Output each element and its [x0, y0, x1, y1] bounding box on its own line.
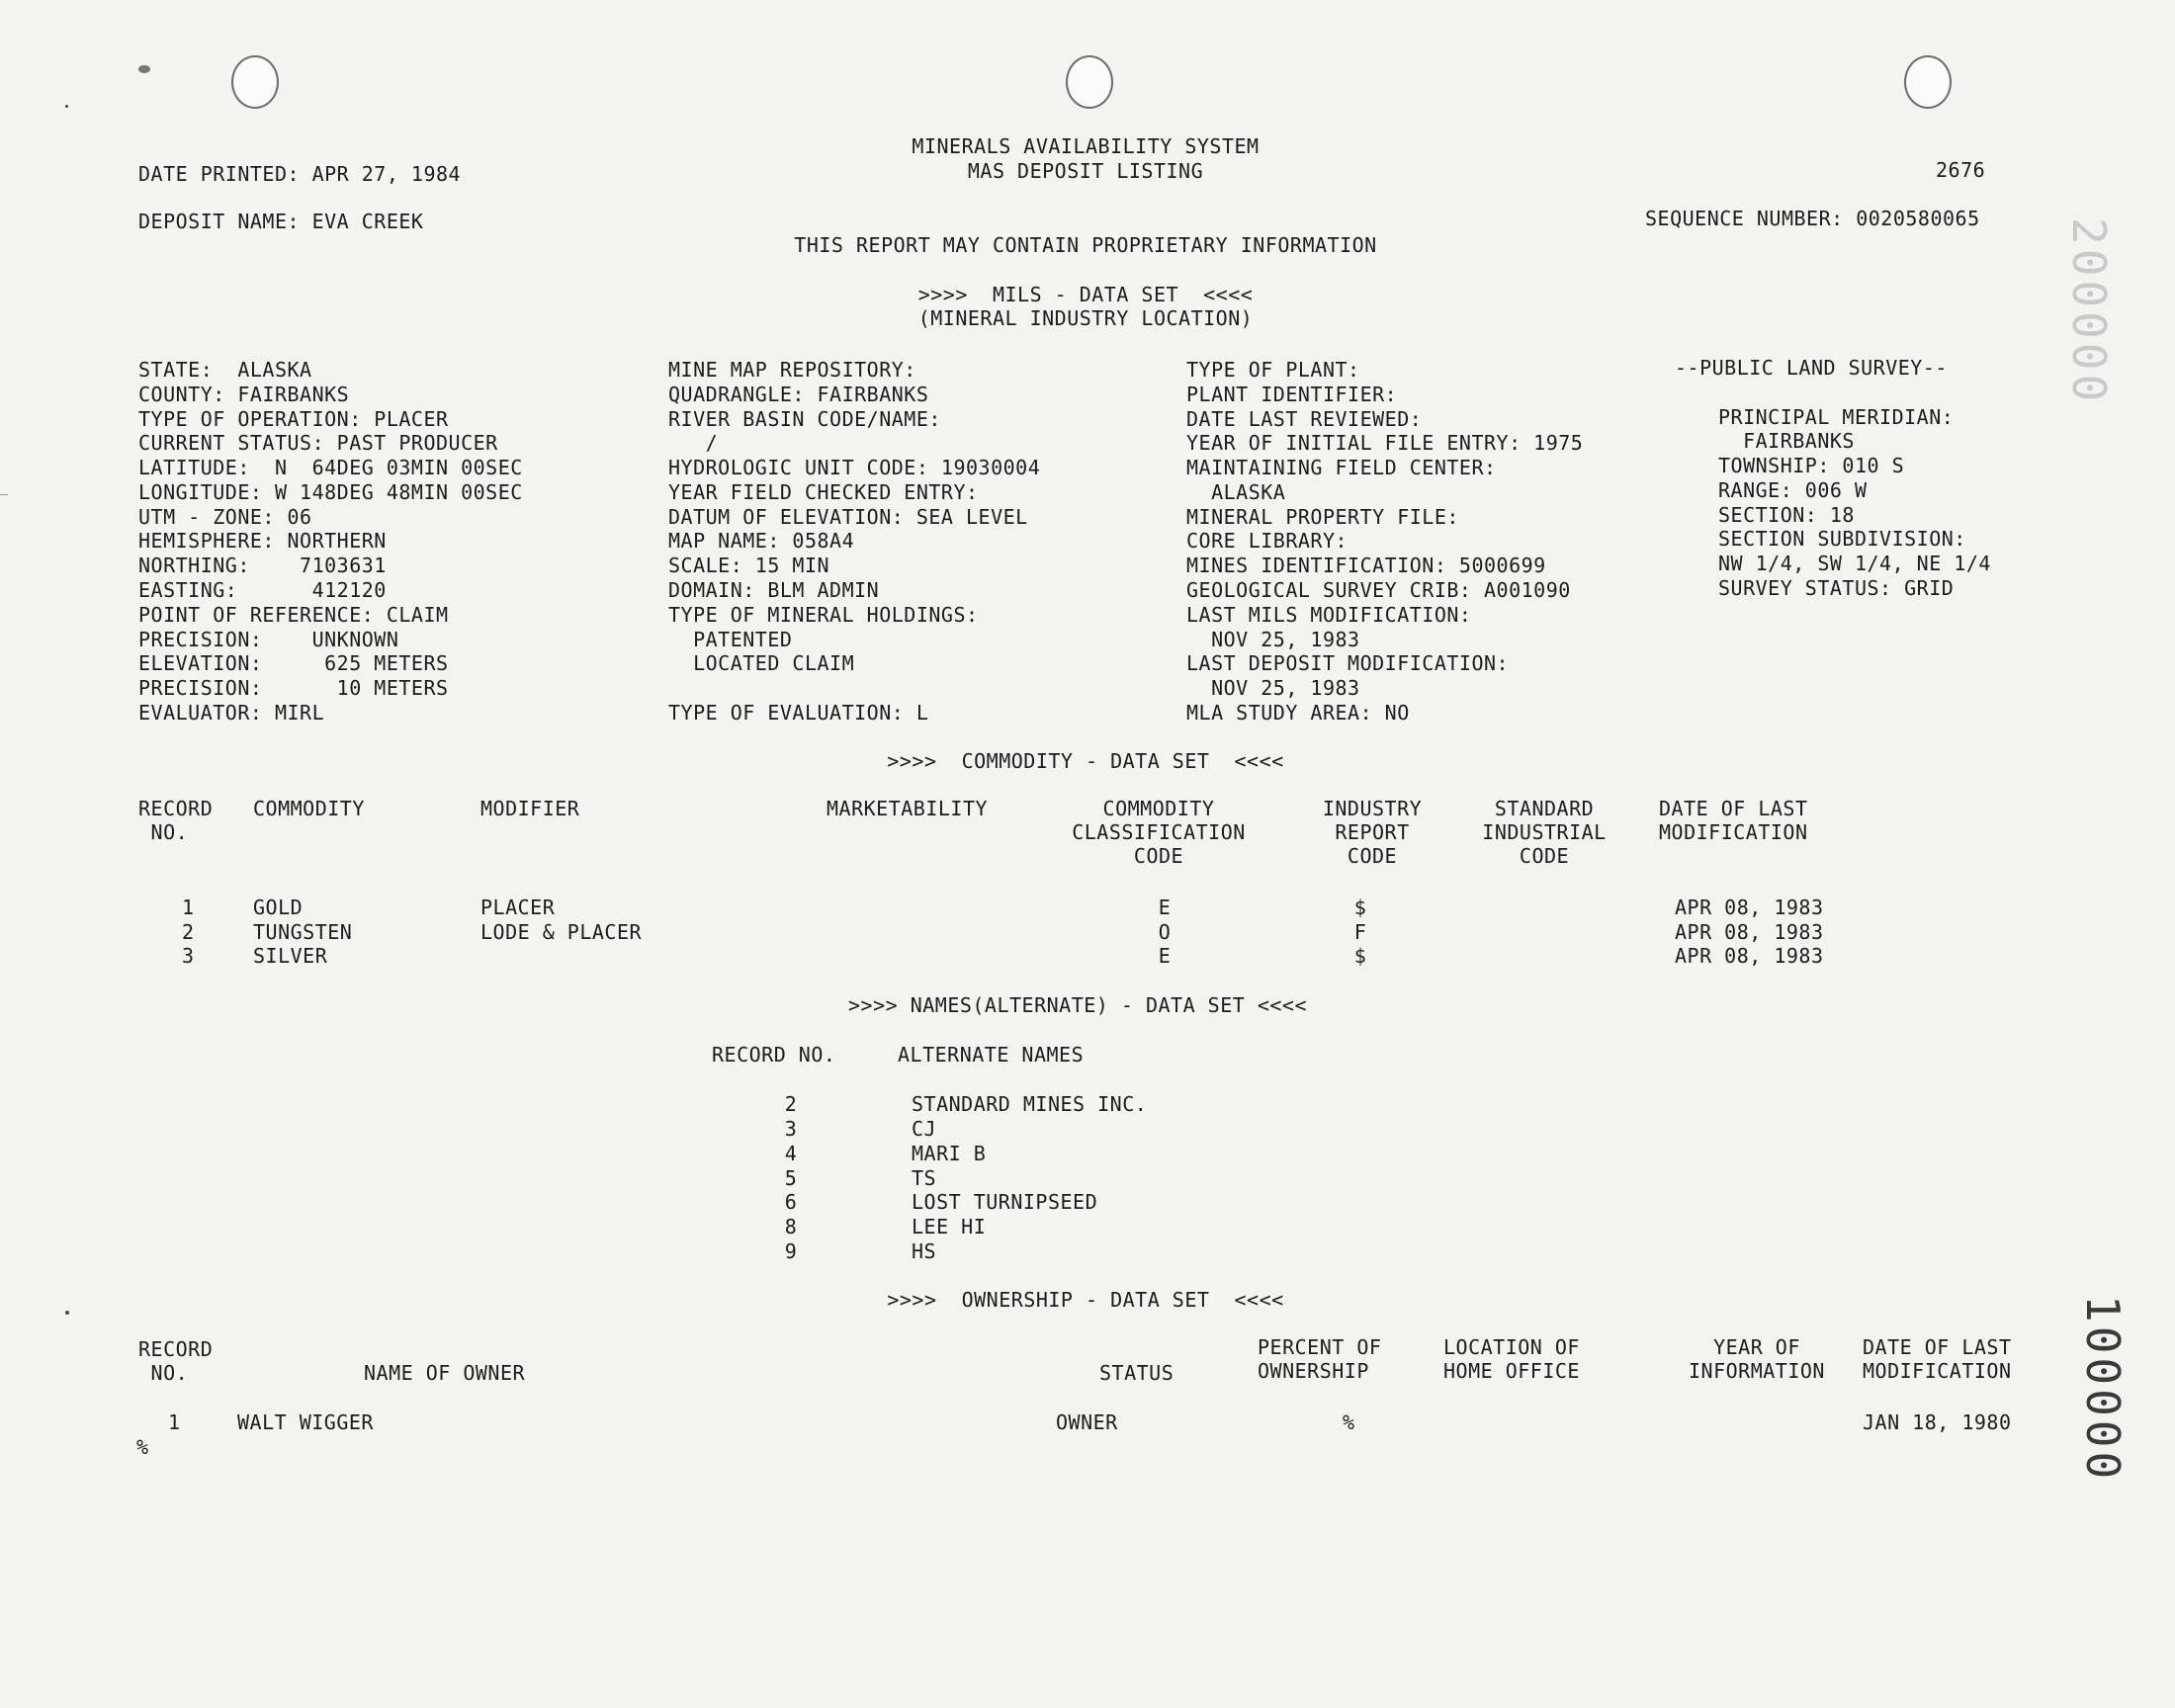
- edge-mark: [0, 494, 8, 495]
- mils-field: POINT OF REFERENCE: CLAIM: [138, 603, 449, 627]
- mils-field: YEAR FIELD CHECKED ENTRY:: [668, 480, 979, 504]
- mils-field: SCALE: 15 MIN: [668, 554, 830, 577]
- commodity-class-code: E: [1158, 896, 1172, 919]
- mils-field: PLANT IDENTIFIER:: [1186, 383, 1398, 406]
- date-printed: DATE PRINTED: APR 27, 1984: [138, 162, 462, 186]
- mils-field: ALASKA: [1186, 480, 1286, 504]
- page-number: 2676: [1936, 158, 1986, 182]
- margin-stamp-top: 200000: [2062, 217, 2116, 406]
- name-record-no: 5: [784, 1166, 798, 1190]
- commodity-record-no: 1: [182, 896, 195, 919]
- survey-field: FAIRBANKS: [1718, 429, 1855, 453]
- mils-subheading: (MINERAL INDUSTRY LOCATION): [917, 306, 1254, 330]
- listing-title: MAS DEPOSIT LISTING: [967, 159, 1204, 183]
- name-record-no: 2: [784, 1092, 798, 1116]
- ownership-footnote: %: [136, 1435, 149, 1459]
- mils-field: TYPE OF EVALUATION: L: [668, 701, 929, 725]
- commodity-report-code: $: [1353, 896, 1367, 919]
- alternate-name: LEE HI: [912, 1215, 987, 1238]
- alternate-name: CJ: [912, 1117, 937, 1141]
- names-header-names: ALTERNATE NAMES: [898, 1043, 1085, 1067]
- mils-field: HEMISPHERE: NORTHERN: [138, 529, 387, 553]
- mils-field: CURRENT STATUS: PAST PRODUCER: [138, 431, 498, 455]
- alternate-name: TS: [912, 1166, 937, 1190]
- mils-field: QUADRANGLE: FAIRBANKS: [668, 383, 929, 406]
- commodity-record-no: 2: [182, 920, 195, 944]
- mils-field: TYPE OF OPERATION: PLACER: [138, 407, 449, 431]
- survey-field: PRINCIPAL MERIDIAN:: [1718, 405, 1955, 429]
- survey-field: SURVEY STATUS: GRID: [1718, 576, 1955, 600]
- survey-field: SECTION SUBDIVISION:: [1718, 527, 1966, 551]
- alternate-name: HS: [912, 1239, 937, 1263]
- col-header-date: DATE OF LAST MODIFICATION: [1659, 797, 1808, 844]
- commodity-class-code: O: [1158, 920, 1172, 944]
- col-header-status: STATUS: [1099, 1361, 1174, 1385]
- commodity-report-code: F: [1353, 920, 1367, 944]
- mils-field: NORTHING: 7103631: [138, 554, 387, 577]
- alternate-name: LOST TURNIPSEED: [912, 1190, 1098, 1214]
- commodity-heading: >>>> COMMODITY - DATA SET <<<<: [887, 749, 1284, 773]
- col-header-commodity: COMMODITY: [253, 797, 365, 820]
- mils-field: TYPE OF PLANT:: [1186, 358, 1360, 382]
- mils-field: NOV 25, 1983: [1186, 628, 1360, 651]
- col-header-industry-report: INDUSTRY REPORT CODE: [1322, 797, 1423, 868]
- mils-field: LAST DEPOSIT MODIFICATION:: [1186, 651, 1510, 675]
- commodity-date: APR 08, 1983: [1675, 920, 1824, 944]
- col-header-date: DATE OF LAST MODIFICATION: [1863, 1335, 2012, 1383]
- punch-hole-center: [1066, 55, 1113, 109]
- paper-speck: [65, 1311, 69, 1315]
- alternate-name: MARI B: [912, 1142, 987, 1165]
- owner-record-no: 1: [168, 1410, 181, 1434]
- col-header-location: LOCATION OF HOME OFFICE: [1443, 1335, 1580, 1383]
- mils-field: LATITUDE: N 64DEG 03MIN 00SEC: [138, 456, 523, 479]
- commodity-name: SILVER: [253, 944, 328, 968]
- col-header-owner: NAME OF OWNER: [364, 1361, 526, 1385]
- sequence-number: SEQUENCE NUMBER: 0020580065: [1645, 207, 1980, 230]
- mils-field: RIVER BASIN CODE/NAME:: [668, 407, 941, 431]
- owner-status: OWNER: [1056, 1410, 1118, 1434]
- survey-field: SECTION: 18: [1718, 503, 1855, 527]
- mils-field: COUNTY: FAIRBANKS: [138, 383, 350, 406]
- public-land-survey-heading: --PUBLIC LAND SURVEY--: [1675, 356, 1948, 380]
- mils-field: MLA STUDY AREA: NO: [1186, 701, 1410, 725]
- mils-field: MINERAL PROPERTY FILE:: [1186, 505, 1459, 529]
- names-header-record: RECORD NO.: [712, 1043, 836, 1067]
- mils-field: ELEVATION: 625 METERS: [138, 651, 449, 675]
- mils-field: DATUM OF ELEVATION: SEA LEVEL: [668, 505, 1028, 529]
- mils-field: PRECISION: UNKNOWN: [138, 628, 399, 651]
- owner-percent: %: [1343, 1410, 1355, 1434]
- paper-speck: [65, 105, 68, 108]
- col-header-classification: COMMODITY CLASSIFICATION CODE: [1072, 797, 1246, 868]
- mils-field: HYDROLOGIC UNIT CODE: 19030004: [668, 456, 1041, 479]
- commodity-name: TUNGSTEN: [253, 920, 353, 944]
- punch-hole-left: [231, 55, 279, 109]
- col-header-percent: PERCENT OF OWNERSHIP: [1258, 1335, 1382, 1383]
- mils-field: STATE: ALASKA: [138, 358, 312, 382]
- mils-field: TYPE OF MINERAL HOLDINGS:: [668, 603, 979, 627]
- mils-field: PRECISION: 10 METERS: [138, 676, 449, 700]
- commodity-modifier: PLACER: [480, 896, 556, 919]
- col-header-record: RECORD NO.: [138, 797, 214, 844]
- paper-speck: [138, 65, 150, 73]
- name-record-no: 9: [784, 1239, 798, 1263]
- mils-field: EASTING: 412120: [138, 578, 387, 602]
- mils-field: MAP NAME: 058A4: [668, 529, 855, 553]
- name-record-no: 4: [784, 1142, 798, 1165]
- mils-field: MAINTAINING FIELD CENTER:: [1186, 456, 1497, 479]
- deposit-name: DEPOSIT NAME: EVA CREEK: [138, 210, 424, 233]
- commodity-date: APR 08, 1983: [1675, 944, 1824, 968]
- col-header-record: RECORD NO.: [138, 1337, 214, 1385]
- commodity-class-code: E: [1158, 944, 1172, 968]
- mils-field: DOMAIN: BLM ADMIN: [668, 578, 880, 602]
- survey-field: NW 1/4, SW 1/4, NE 1/4: [1718, 552, 1991, 575]
- ownership-heading: >>>> OWNERSHIP - DATA SET <<<<: [887, 1288, 1284, 1312]
- mils-field: YEAR OF INITIAL FILE ENTRY: 1975: [1186, 431, 1584, 455]
- name-record-no: 3: [784, 1117, 798, 1141]
- proprietary-notice: THIS REPORT MAY CONTAIN PROPRIETARY INFORMATION: [794, 233, 1377, 257]
- punch-hole-right: [1904, 55, 1952, 109]
- name-record-no: 8: [784, 1215, 798, 1238]
- commodity-name: GOLD: [253, 896, 304, 919]
- names-heading: >>>> NAMES(ALTERNATE) - DATA SET <<<<: [847, 993, 1308, 1017]
- col-header-year: YEAR OF INFORMATION: [1689, 1335, 1825, 1383]
- mils-field: CORE LIBRARY:: [1186, 529, 1348, 553]
- owner-date: JAN 18, 1980: [1863, 1410, 2012, 1434]
- col-header-standard-industrial: STANDARD INDUSTRIAL CODE: [1482, 797, 1607, 868]
- mils-field: DATE LAST REVIEWED:: [1186, 407, 1423, 431]
- mils-field: LOCATED CLAIM: [668, 651, 855, 675]
- name-record-no: 6: [784, 1190, 798, 1214]
- mils-field: EVALUATOR: MIRL: [138, 701, 325, 725]
- mils-field: MINES IDENTIFICATION: 5000699: [1186, 554, 1546, 577]
- col-header-modifier: MODIFIER: [480, 797, 580, 820]
- survey-field: RANGE: 006 W: [1718, 478, 1868, 502]
- mils-field: LAST MILS MODIFICATION:: [1186, 603, 1472, 627]
- alternate-name: STANDARD MINES INC.: [912, 1092, 1148, 1116]
- col-header-marketability: MARKETABILITY: [826, 797, 989, 820]
- mils-field: LONGITUDE: W 148DEG 48MIN 00SEC: [138, 480, 523, 504]
- mils-field: PATENTED: [668, 628, 793, 651]
- commodity-modifier: LODE & PLACER: [480, 920, 643, 944]
- system-title: MINERALS AVAILABILITY SYSTEM: [912, 134, 1260, 158]
- commodity-report-code: $: [1353, 944, 1367, 968]
- mils-field: GEOLOGICAL SURVEY CRIB: A001090: [1186, 578, 1571, 602]
- mils-field: UTM - ZONE: 06: [138, 505, 312, 529]
- mils-field: NOV 25, 1983: [1186, 676, 1360, 700]
- commodity-date: APR 08, 1983: [1675, 896, 1824, 919]
- survey-field: TOWNSHIP: 010 S: [1718, 454, 1905, 477]
- mils-heading: >>>> MILS - DATA SET <<<<: [917, 283, 1254, 306]
- owner-name: WALT WIGGER: [237, 1410, 374, 1434]
- commodity-record-no: 3: [182, 944, 195, 968]
- mils-field: /: [668, 431, 719, 455]
- margin-stamp-bottom: 100000: [2076, 1295, 2130, 1484]
- mils-field: MINE MAP REPOSITORY:: [668, 358, 916, 382]
